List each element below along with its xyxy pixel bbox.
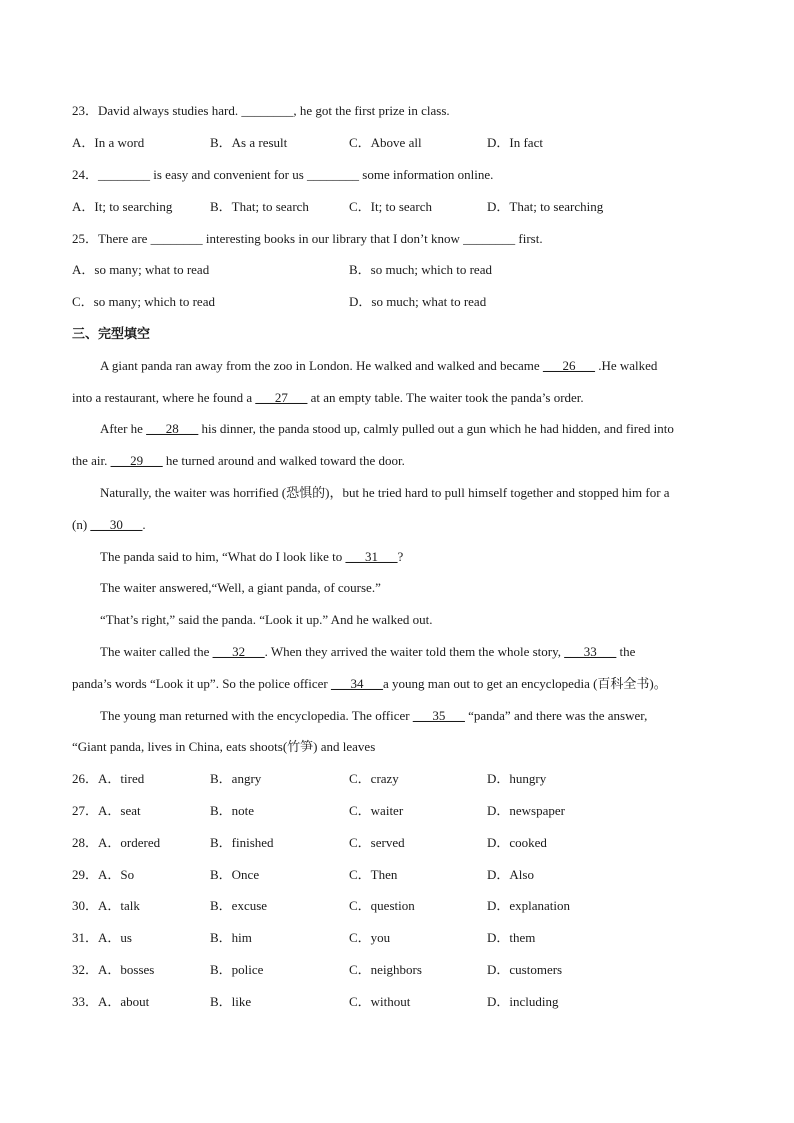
option-a: A．seat [98,803,141,818]
passage-text: panda’s words “Look it up”. So the police officer [72,676,331,691]
blank-29: ___29___ [110,453,163,468]
q23-option-b: B．As a result [210,135,288,150]
q24-option-b: B．That; to search [210,199,309,214]
passage-line-12 [100,708,647,724]
q24-option-a: A．It; to searching [72,199,173,214]
passage-line-9: “That’s right,” said the panda. “Look it up.” And he walked out. [100,612,433,627]
passage-line-8: The waiter answered,“Well, a giant panda, of course.” [100,580,381,595]
option-c: C．question [349,898,415,913]
option-a: A．about [98,994,150,1009]
passage-line-4 [72,453,405,469]
passage-line-11 [72,676,667,692]
passage-line-2 [72,390,584,406]
option-c: C．crazy [349,771,399,786]
option-b: B．Once [210,867,260,882]
q23-option-d: D．In fact [487,135,543,150]
option-b: B．police [210,962,264,977]
q24-option-c: C．It; to search [349,199,433,214]
option-a: A．ordered [98,835,161,850]
passage-text: A giant panda ran away from the zoo in London. He walked and walked and became [100,358,543,373]
question-25-stem: 25．There are ________ interesting books in our library that I don’t know ________ first. [72,231,543,246]
passage-text: . [142,517,146,532]
blank-31: ___31___ [345,549,398,564]
q25-option-d: D．so much; what to read [349,294,487,309]
option-d: D．including [487,994,559,1009]
option-c: C．served [349,835,405,850]
passage-line-10 [100,644,635,660]
option-a: A．talk [98,898,140,913]
passage-text: The panda said to him, “What do I look like to [100,549,346,564]
passage-text: “panda” and there was the answer, [464,708,648,723]
blank-35: ___35___ [412,708,465,723]
option-b: B．him [210,930,252,945]
passage-text: his dinner, the panda stood up, calmly pulled out a gun which he had hidden, and fired into [198,421,674,436]
passage-text: The young man returned with the encyclopedia. The officer [100,708,413,723]
passage-text: .He walked [594,358,658,373]
option-number: 28． [72,835,99,850]
q23-option-c: C．Above all [349,135,422,150]
passage-text: ? [397,549,404,564]
blank-28: ___28___ [146,421,199,436]
q25-option-a: A．so many; what to read [72,262,210,277]
passage-text: the air. [72,453,111,468]
passage-text: The waiter called the [100,644,213,659]
blank-34: ___34___ [330,676,383,691]
option-d: D．explanation [487,898,571,913]
blank-33: ___33___ [564,644,617,659]
q25-option-c: C．so many; which to read [72,294,215,309]
option-d: D．customers [487,962,563,977]
passage-text: into a restaurant, where he found a [72,390,256,405]
passage-line-13: “Giant panda, lives in China, eats shoots(竹笋) and leaves [72,739,376,754]
option-b: B．like [210,994,252,1009]
passage-line-3 [100,421,674,437]
passage-text: a young man out to get an encyclopedia (百科全书)。 [382,676,667,691]
option-a: A．tired [98,771,145,786]
option-d: D．cooked [487,835,547,850]
option-c: C．without [349,994,411,1009]
option-a: A．us [98,930,132,945]
passage-text: After he [100,421,147,436]
passage-text: he turned around and walked toward the door. [162,453,405,468]
option-a: A．bosses [98,962,155,977]
q25-option-b: B．so much; which to read [349,262,492,277]
section-title: 三、完型填空 [72,326,151,341]
q24-option-d: D．That; to searching [487,199,604,214]
blank-30: ___30___ [90,517,143,532]
question-24-stem: 24．________ is easy and convenient for us ________ some information online. [72,167,494,182]
option-number: 31． [72,930,99,945]
option-c: C．Then [349,867,398,882]
passage-line-6 [72,517,146,533]
option-number: 30． [72,898,99,913]
option-c: C．neighbors [349,962,422,977]
option-b: B．note [210,803,255,818]
option-b: B．angry [210,771,262,786]
option-b: B．finished [210,835,274,850]
passage-line-7 [100,549,403,565]
option-number: 33． [72,994,99,1009]
passage-text: . When they arrived the waiter told them the whole story, [264,644,565,659]
blank-27: ___27___ [255,390,308,405]
passage-text: the [616,644,636,659]
blank-26: ___26___ [542,358,595,373]
option-d: D．newspaper [487,803,565,818]
option-number: 27． [72,803,99,818]
option-d: D．Also [487,867,534,882]
option-number: 32． [72,962,99,977]
option-c: C．waiter [349,803,404,818]
passage-text: (n) [72,517,91,532]
option-d: D．them [487,930,536,945]
option-number: 29． [72,867,99,882]
passage-line-5: Naturally, the waiter was horrified (恐惧的)，but he tried hard to pull himself together and stopped him for a [100,485,670,500]
passage-text: at an empty table. The waiter took the panda’s order. [307,390,584,405]
passage-line-1 [100,358,657,374]
question-23-stem: 23．David always studies hard. ________, he got the first prize in class. [72,103,450,118]
option-b: B．excuse [210,898,268,913]
option-a: A．So [98,867,135,882]
option-c: C．you [349,930,391,945]
blank-32: ___32___ [212,644,265,659]
q23-option-a: A．In a word [72,135,145,150]
option-number: 26． [72,771,99,786]
option-d: D．hungry [487,771,547,786]
